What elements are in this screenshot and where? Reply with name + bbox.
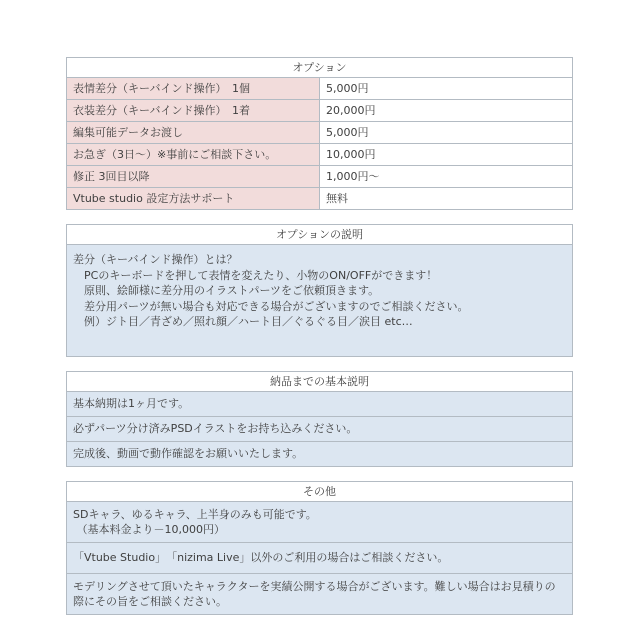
table-row: [67, 78, 573, 100]
delivery-table-title: 納品までの基本説明: [67, 371, 573, 391]
options-table-title: オプション: [67, 58, 573, 78]
others-note-line: SDキャラ、ゆるキャラ、上半身のみも可能です。: [73, 507, 317, 521]
others-note: モデリングさせて頂いたキャラクターを実績公開する場合がございます。難しい場合はお見積りの際にその旨をご相談ください。: [67, 573, 573, 614]
table-row: [67, 100, 573, 122]
table-row: [67, 441, 573, 466]
option-label: お急ぎ（3日～）※事前にご相談下さい。: [67, 144, 320, 166]
options-table: [66, 57, 573, 210]
options-description-body: [67, 245, 573, 357]
option-label: 編集可能データお渡し: [67, 122, 320, 144]
table-header-row: [67, 58, 573, 78]
description-line: 差分（キーバインド操作）とは？: [73, 253, 238, 266]
others-note: 「Vtube Studio」 「nizima Live」以外のご利用の場合はご相談ください。: [67, 542, 573, 573]
table-row: [67, 391, 573, 416]
price-sheet: [66, 57, 573, 629]
table-row: [67, 245, 573, 357]
option-price: 10,000円: [320, 144, 573, 166]
option-price: 20,000円: [320, 100, 573, 122]
description-line: PCのキーボードを押して表情を変えたり、小物のON/OFFができます！: [73, 268, 438, 282]
others-note: [67, 501, 573, 542]
option-price: 無料: [320, 188, 573, 210]
others-note-line: （基本料金より－10,000円）: [73, 522, 225, 536]
option-price: 1,000円～: [320, 166, 573, 188]
table-row: [67, 188, 573, 210]
table-row: [67, 166, 573, 188]
option-label: 表情差分（キーバインド操作） 1個: [67, 78, 320, 100]
table-row: [67, 144, 573, 166]
option-label: 衣装差分（キーバインド操作） 1着: [67, 100, 320, 122]
delivery-note: 必ずパーツ分け済みPSDイラストをお持ち込みください。: [67, 416, 573, 441]
table-row: [67, 416, 573, 441]
option-price: 5,000円: [320, 78, 573, 100]
table-header-row: [67, 481, 573, 501]
description-line: 例）ジト目／青ざめ／照れ顔／ハート目／ぐるぐる目／涙目 etc…: [73, 315, 413, 328]
option-price: 5,000円: [320, 122, 573, 144]
table-row: [67, 542, 573, 573]
options-description-table: [66, 224, 573, 357]
table-row: [67, 122, 573, 144]
table-row: [67, 573, 573, 614]
table-header-row: [67, 371, 573, 391]
description-line: 原則、絵師様に差分用のイラストパーツをご依頼頂きます。: [73, 284, 380, 297]
table-header-row: [67, 225, 573, 245]
option-label: 修正 3回目以降: [67, 166, 320, 188]
delivery-note: 基本納期は1ヶ月です。: [67, 391, 573, 416]
option-label: Vtube studio 設定方法サポート: [67, 188, 320, 210]
others-table: [66, 481, 573, 615]
options-description-title: オプションの説明: [67, 225, 573, 245]
table-row: [67, 501, 573, 542]
delivery-table: [66, 371, 573, 467]
delivery-note: 完成後、動画で動作確認をお願いいたします。: [67, 441, 573, 466]
others-table-title: その他: [67, 481, 573, 501]
description-line: 差分用パーツが無い場合も対応できる場合がございますのでご相談ください。: [73, 299, 469, 313]
